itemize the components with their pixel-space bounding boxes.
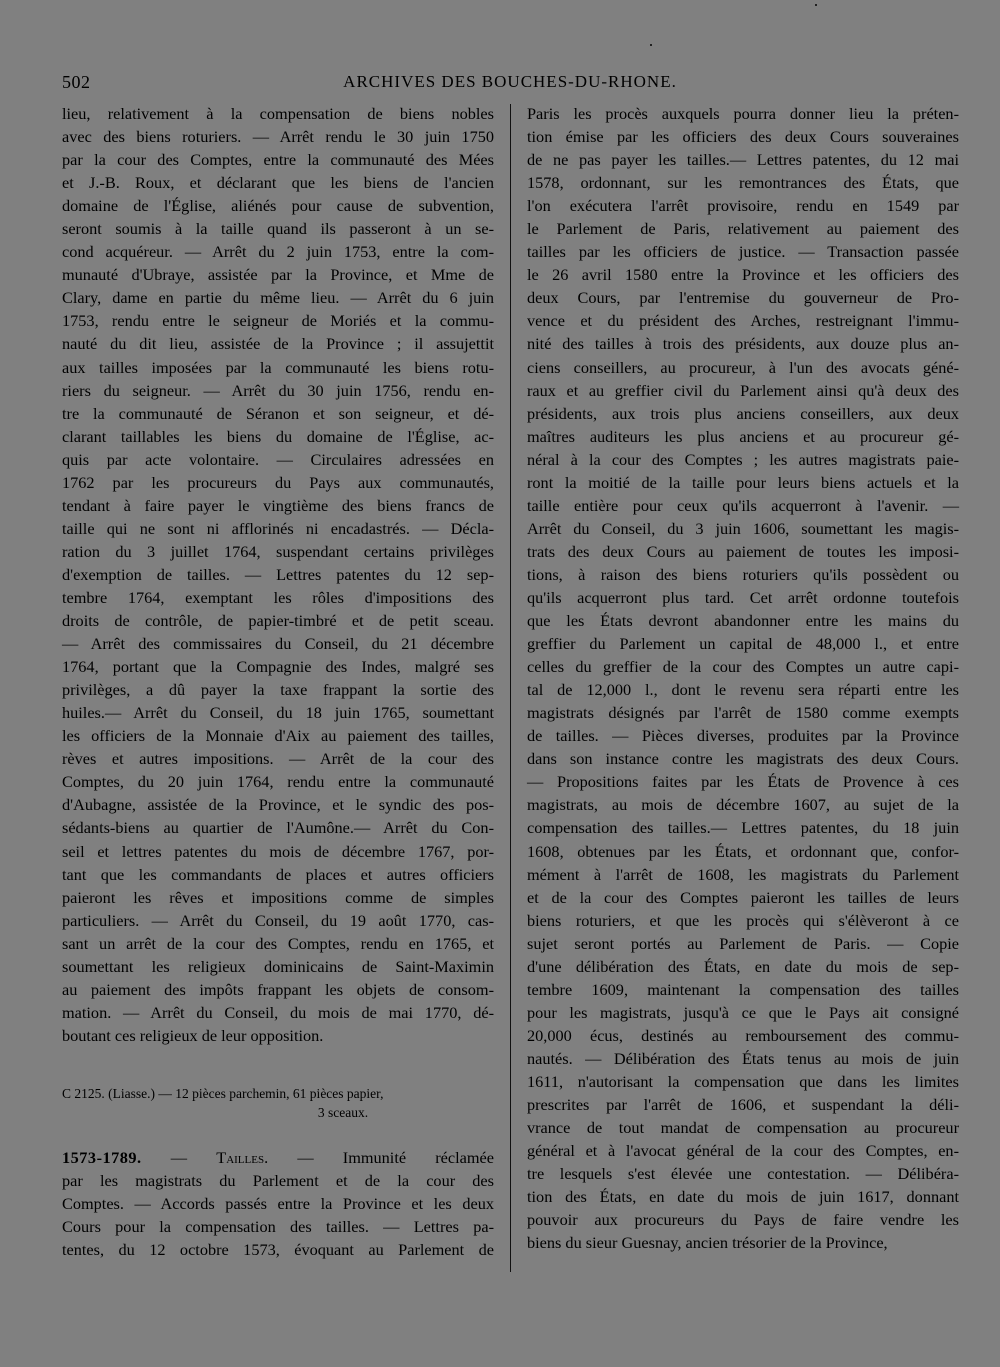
text-line: tembre 1764, exemptant les rôles d'impositions des (62, 587, 494, 607)
text-line: celles du greffier de la cour des Comptes un autre capi- (527, 657, 959, 677)
text-line: 1753, rendu entre le seigneur de Moriés et la commu- (62, 311, 494, 331)
text-line: sujet seront portés au Parlement de Paris. — Copie (527, 933, 959, 953)
text-line: au paiement des impôts frappant les objets de consom- (62, 979, 494, 999)
text-line: dans son instance contre les magistrats des deux Cours. (527, 749, 959, 769)
text-line: biens roturiers, et que les procès qui s'élèveront à ce (527, 910, 959, 930)
entry-line: tentes, du 12 octobre 1573, évoquant au Parlement de (62, 1240, 494, 1260)
text-line: qu'ils acquerront plus tard. Cet arrêt ordonne toutefois (527, 587, 959, 607)
left-column (62, 102, 494, 1047)
text-line: le Parlement de Paris, relativement au paiement des (527, 219, 959, 239)
text-line: deux Cours, par l'entremise du gouverneur de Pro- (527, 288, 959, 308)
text-line: de tailles. — Pièces diverses, produites par la Province (527, 726, 959, 746)
text-line: Comptes, du 20 juin 1764, rendu entre la communauté (62, 772, 494, 792)
text-line: droits de contrôle, de papier-timbré et de petit sceau. (62, 611, 494, 631)
text-line: 1762 par les procureurs du Pays aux communautés, (62, 472, 494, 492)
text-line: quis par acte volontaire. — Circulaires adressées en (62, 449, 494, 469)
text-line: riers du seigneur. — Arrêt du 30 juin 1756, rendu en- (62, 380, 494, 400)
text-line: et J.-B. Roux, et déclarant que les biens de l'ancien (62, 173, 494, 193)
text-line: boutant ces religieux de leur opposition. (62, 1025, 324, 1045)
text-line: présidents, aux trois plus anciens conseillers, aux deux (527, 403, 959, 423)
text-line: — Arrêt des commissaires du Conseil, du 21 décembre (62, 634, 494, 654)
text-line: magistrats désignés par l'arrêt de 1580 comme exempts (527, 703, 959, 723)
entry-line: — Immunité réclamée (297, 1148, 494, 1167)
text-line: tailles par les officiers de justice. — Transaction passée (527, 242, 959, 262)
archive-reference-line-2: 3 sceaux. (317, 1105, 369, 1120)
text-line: taille qui ne sont ni afflorinés ni encadastrés. — Décla- (62, 518, 494, 538)
column-divider (510, 104, 511, 1272)
text-line: magistrats, au mois de décembre 1607, au sujet de la (527, 795, 959, 815)
entry-line: Cours pour la compensation des tailles. — Lettres pa- (62, 1217, 494, 1237)
text-line: ront la moitié de la taille pour leurs biens actuels et la (527, 472, 959, 492)
text-line: 1608, obtenues par les États, et ordonnant que, confor- (527, 841, 959, 861)
running-title: ARCHIVES DES BOUCHES-DU-RHONE. (343, 72, 677, 91)
text-line: vence et du président des Arches, restreignant l'immu- (527, 311, 959, 331)
text-line: d'exemption de tailles. — Lettres patentes du 12 sep- (62, 564, 494, 584)
entry-subject: Tailles. (216, 1148, 269, 1167)
archive-reference (62, 1084, 494, 1122)
text-line: nité des tailles à trois des présidents, aux douze plus an- (527, 334, 959, 354)
text-line: huiles.— Arrêt du Conseil, du 18 juin 1765, soumettant (62, 703, 494, 723)
text-line: tre lesquels s'est élevée une contestation. — Délibéra- (527, 1164, 959, 1184)
text-line: sant un arrêt de la cour des Comptes, rendu en 1765, et (62, 933, 494, 953)
text-line: tendant à faire payer le vingtième des biens francs de (62, 495, 494, 515)
text-line: ciens conseillers, au procureur, à l'un des avocats géné- (527, 357, 959, 377)
text-line: privilèges, a dû payer la taxe frappant la sortie des (62, 680, 494, 700)
text-line: tion des États, en date du mois de juin 1617, donnant (527, 1187, 959, 1207)
text-line: rèves et autres impositions. — Arrêt de la cour des (62, 749, 494, 769)
page-header (62, 72, 958, 100)
text-line: cond acquéreur. — Arrêt du 2 juin 1753, entre la com- (62, 242, 494, 262)
text-line: tre la communauté de Séranon et son seigneur, et dé- (62, 403, 494, 423)
text-line: d'Aubagne, assistée de la Province, et le syndic des pos- (62, 795, 494, 815)
text-line: pouvoir aux procureurs du Pays de faire vendre les (527, 1210, 959, 1230)
page-number: 502 (62, 72, 91, 92)
entry-line: Comptes. — Accords passés entre la Province et les deux (62, 1194, 494, 1214)
text-line: lieu, relativement à la compensation de biens nobles (62, 104, 494, 123)
text-line: domaine de l'Église, aliénés pour cause de subvention, (62, 196, 494, 216)
text-line: nautés. — Délibération des États tenus au mois de juin (527, 1048, 959, 1068)
text-line: d'une délibération des États, en date du mois de sep- (527, 956, 959, 976)
text-line: seil et lettres patentes du mois de décembre 1767, por- (62, 841, 494, 861)
text-line: — Propositions faites par les États de Provence à ces (527, 772, 959, 792)
text-line: Paris les procès auxquels pourra donner lieu la préten- (527, 104, 959, 123)
text-line: 1578, ordonnant, sur les remontrances des États, que (527, 173, 959, 193)
text-line: par la cour des Comptes, entre la communauté des Mées (62, 150, 494, 170)
text-line: Arrêt du Conseil, du 3 juin 1606, soumettant les magis- (527, 518, 959, 538)
text-line: taille entière pour ceux qu'ils acquerront à l'avenir. — (527, 495, 959, 515)
text-line: trats des deux Cours au paiement de toutes les imposi- (527, 541, 959, 561)
text-line: munauté d'Ubraye, assistée par la Province, et Mme de (62, 265, 494, 285)
text-line: sédants-biens au quartier de l'Aumône.— Arrêt du Con- (62, 818, 494, 838)
text-line: mément à l'arrêt de 1608, les magistrats du Parlement (527, 864, 959, 884)
text-line: tion émise par les officiers des deux Cours souveraines (527, 127, 959, 147)
text-line: particuliers. — Arrêt du Conseil, du 19 août 1770, cas- (62, 910, 494, 930)
right-column (527, 102, 959, 1254)
text-line: raux et au greffier civil du Parlement ainsi qu'à deux des (527, 380, 959, 400)
text-line: paieront les rêves et impositions comme de simples (62, 887, 494, 907)
text-line: clarant taillables les biens du domaine de l'Église, ac- (62, 426, 494, 446)
text-line: aux tailles imposées par la communauté les biens rotu- (62, 357, 494, 377)
text-line: prescrites par l'arrêt de 1606, et suspendant la déli- (527, 1095, 959, 1115)
text-line: et de la cour des Comptes paieront les tailles de leurs (527, 887, 959, 907)
inventory-entry: 1573-1789. — Tailles. — Immunité réclamée par les magistrats du Parlement et de la cour des Comptes. — Accords passés entre la Province et les deux Cours pour la compensation des tailles. — Lettres pa- tentes, du 12 octobre 1573, évoquant au Parlement de (62, 1146, 494, 1261)
text-line: ration du 3 juillet 1764, suspendant certains privilèges (62, 541, 494, 561)
text-line: compensation des tailles.— Lettres patentes, du 18 juin (527, 818, 959, 838)
text-line: tembre 1609, maintenant la compensation des tailles (527, 979, 959, 999)
archive-reference-line-1: C 2125. (Liasse.) — 12 pièces parchemin, 61 pièces papier, (62, 1086, 384, 1101)
text-line: néral à la cour des Comptes ; les autres magistrats paie- (527, 449, 959, 469)
text-line: l'on exécutera l'arrêt provisoire, rendu en 1549 par (527, 196, 959, 216)
text-line: 1764, portant que la Compagnie des Indes, malgré ses (62, 657, 494, 677)
text-line: mation. — Arrêt du Conseil, du mois de mai 1770, dé- (62, 1002, 494, 1022)
text-line: 20,000 écus, destinés au remboursement des commu- (527, 1025, 959, 1045)
text-line: greffier du Parlement un capital de 48,000 l., et entre (527, 634, 959, 654)
text-line: biens du sieur Guesnay, ancien trésorier de la Province, (527, 1233, 888, 1253)
text-line: tal de 12,000 l., dont le revenu sera réparti entre les (527, 680, 959, 700)
scan-speck (815, 4, 817, 6)
text-line: général et à l'avocat général de la cour des Comptes, en- (527, 1141, 959, 1161)
text-line: 1611, n'autorisant la compensation que dans les limites (527, 1071, 959, 1091)
text-line: les officiers de la Monnaie d'Aix au paiement des tailles, (62, 726, 494, 746)
text-line: nauté du dit lieu, assistée de la Province ; il assujettit (62, 334, 494, 354)
scan-speck (650, 44, 652, 46)
text-line: le 26 avril 1580 entre la Province et les officiers des (527, 265, 959, 285)
text-line: pour les magistrats, jusqu'à ce que le Pays ait consigné (527, 1002, 959, 1022)
text-line: Clary, dame en partie du même lieu. — Arrêt du 6 juin (62, 288, 494, 308)
text-line: soumettant les religieux dominicains de Saint-Maximin (62, 956, 494, 976)
text-line: seront soumis à la taille quand ils passeront à un se- (62, 219, 494, 239)
entry-line: par les magistrats du Parlement et de la cour des (62, 1171, 494, 1191)
text-line: tant que les commandants de places et autres officiers (62, 864, 494, 884)
text-line: que les États devront abandonner entre les mains du (527, 611, 959, 631)
text-line: vrance de tout mandat de compensation au procureur (527, 1118, 959, 1138)
text-line: avec des biens roturiers. — Arrêt rendu le 30 juin 1750 (62, 127, 494, 147)
entry-dates: 1573-1789. (62, 1148, 142, 1167)
text-line: maîtres auditeurs les plus anciens et au procureur gé- (527, 426, 959, 446)
text-line: tions, à raison des biens roturiers qu'ils possèdent ou (527, 564, 959, 584)
text-line: de ne pas payer les tailles.— Lettres patentes, du 12 mai (527, 150, 959, 170)
